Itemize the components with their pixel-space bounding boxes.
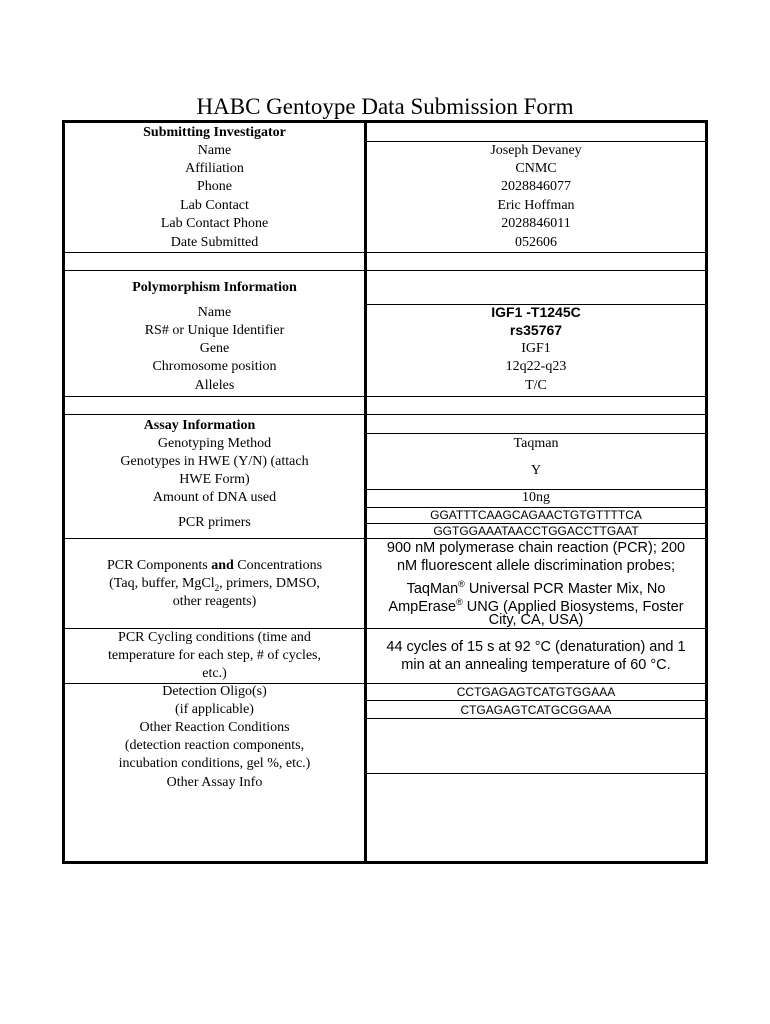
field-value-oligo-1: CCTGAGAGTCATGTGGAAA — [456, 685, 616, 699]
section-divider — [65, 252, 705, 253]
field-value-name: Joseph Devaney — [490, 143, 582, 158]
pcr-components-label-c: Concentrations — [233, 558, 323, 573]
field-label-other-conditions-line3: incubation conditions, gel %, etc.) — [118, 756, 311, 771]
field-value-chromosome-position: 12q22-q23 — [505, 359, 567, 374]
field-label-date-submitted: Date Submitted — [170, 235, 259, 250]
field-value-pcr-components-line5: City, CA, USA) — [488, 612, 584, 628]
field-label-gene: Gene — [199, 341, 230, 356]
field-value-dna-amount: 10ng — [522, 490, 550, 505]
field-value-pcr-cycling-line2: min at an annealing temperature of 60 °C. — [401, 657, 671, 673]
row-divider — [367, 700, 705, 701]
field-value-pcr-components-line2: nM fluorescent allele discrimination probes; — [396, 558, 676, 574]
field-label-affiliation: Affiliation — [185, 161, 244, 176]
registered-mark: ® — [458, 579, 465, 589]
field-label-chromosome-position: Chromosome position — [152, 359, 277, 374]
section-header-investigator: Submitting Investigator — [143, 125, 286, 140]
field-label-pcr-cycling-line1: PCR Cycling conditions (time and — [118, 630, 311, 645]
field-label-poly-name: Name — [197, 305, 232, 320]
amperase-text: AmpErase — [388, 598, 457, 615]
field-label-detection-oligo-line1: Detection Oligo(s) — [162, 684, 267, 699]
row-divider — [367, 433, 705, 434]
field-value-affiliation: CNMC — [515, 161, 557, 176]
field-label-name: Name — [197, 143, 232, 158]
field-value-poly-name: IGF1 -T1245C — [491, 304, 581, 320]
field-label-genotyping-method: Genotyping Method — [157, 436, 272, 451]
field-label-pcr-components-line1 — [65, 557, 364, 575]
taqman-text: TaqMan — [406, 580, 459, 597]
field-label-other-assay-info: Other Assay Info — [166, 775, 263, 790]
field-value-gene: IGF1 — [521, 341, 551, 356]
pcr-components-label-and: and — [211, 558, 234, 573]
ung-text: UNG (Applied Biosystems, Foster — [462, 598, 684, 615]
field-label-pcr-components-line3: other reagents) — [172, 594, 257, 609]
field-value-primer-2: GGTGGAAATAACCTGGACCTTGAAT — [433, 524, 639, 538]
field-value-date-submitted: 052606 — [515, 235, 557, 250]
field-label-lab-contact: Lab Contact — [180, 198, 249, 213]
field-value-pcr-cycling-line1: 44 cycles of 15 s at 92 °C (denaturation) and 1 — [386, 639, 686, 655]
field-label-other-conditions-line1: Other Reaction Conditions — [139, 720, 290, 735]
field-label-detection-oligo-line2: (if applicable) — [175, 702, 254, 717]
form-title: HABC Gentoype Data Submission Form — [196, 94, 574, 119]
field-label-other-conditions-line2: (detection reaction components, — [124, 738, 305, 753]
field-value-primer-1: GGATTTCAAGCAGAACTGTGTTTTCA — [430, 508, 642, 522]
field-value-hwe: Y — [530, 463, 542, 478]
field-label-hwe-line2: HWE Form) — [179, 472, 250, 487]
section-header-polymorphism: Polymorphism Information — [132, 280, 297, 295]
section-divider — [65, 396, 705, 397]
field-label-lab-contact-phone: Lab Contact Phone — [160, 216, 269, 231]
registered-mark: ® — [456, 597, 463, 607]
field-value-pcr-components-line1: 900 nM polymerase chain reaction (PCR); 200 — [386, 540, 686, 556]
field-label-pcr-cycling-line3: etc.) — [202, 666, 227, 681]
master-mix-text: Universal PCR Master Mix, No — [464, 580, 666, 597]
pcr-components-label2-sub: 2 — [214, 582, 220, 593]
pcr-components-label2-a: (Taq, buffer, MgCl — [109, 576, 215, 591]
field-value-alleles: T/C — [525, 378, 547, 393]
field-label-hwe-line1: Genotypes in HWE (Y/N) (attach — [120, 454, 309, 469]
field-label-pcr-primers: PCR primers — [178, 515, 251, 530]
field-value-genotyping-method: Taqman — [513, 436, 559, 451]
field-label-phone: Phone — [197, 179, 232, 194]
pcr-components-label2-b: , primers, DMSO, — [219, 576, 320, 591]
field-value-rs-identifier: rs35767 — [509, 322, 563, 338]
row-divider — [367, 718, 705, 719]
section-divider — [65, 270, 705, 271]
field-label-rs-identifier: RS# or Unique Identifier — [144, 323, 285, 338]
field-value-phone: 2028846077 — [501, 179, 571, 194]
field-label-alleles: Alleles — [194, 378, 235, 393]
field-value-lab-contact: Eric Hoffman — [497, 198, 575, 213]
pcr-components-label-a: PCR Components — [106, 558, 212, 573]
row-divider — [367, 773, 705, 774]
field-value-oligo-2: CTGAGAGTCATGCGGAAA — [460, 703, 612, 717]
section-divider — [65, 414, 705, 415]
field-value-lab-contact-phone: 2028846011 — [501, 216, 571, 231]
field-label-dna-amount: Amount of DNA used — [152, 490, 277, 505]
section-header-assay: Assay Information — [143, 418, 256, 433]
field-label-pcr-cycling-line2: temperature for each step, # of cycles, — [107, 648, 321, 663]
